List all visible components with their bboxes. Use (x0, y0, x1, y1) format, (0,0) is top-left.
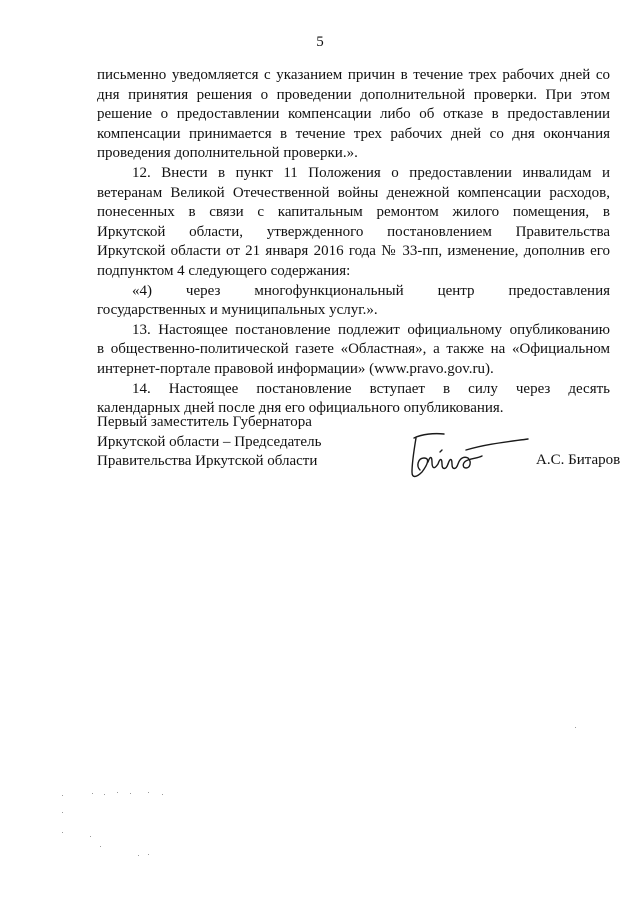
body-line: 13. Настоящее постановление подлежит официальному опубликованию (132, 321, 610, 338)
signatory-position (97, 413, 321, 472)
page-number: 5 (316, 34, 324, 50)
body-line: подпунктом 4 следующего содержания: (97, 262, 351, 279)
body-line: в общественно-политической газете «Областная», а также на «Официальном (97, 341, 610, 358)
body-line: дня принятия решения о проведении дополнительной проверки. При этом (97, 86, 610, 103)
body-line: Иркутской области от 21 января 2016 года № 33-пп, изменение, дополнив его (97, 243, 610, 260)
body-line: решение о предоставлении компенсации либо об отказе в предоставлении (97, 106, 610, 123)
body-line: понесенных в связи с капитальным ремонтом жилого помещения, в (97, 204, 610, 221)
body-line: 12. Внести в пункт 11 Положения о предоставлении инвалидам и (132, 164, 610, 181)
signatory-name: А.С. Битаров (536, 452, 621, 468)
body-line: Иркутской области, утвержденного постановлением Правительства (97, 223, 610, 240)
body-line: интернет-портале правовой информации» (www.pravo.gov.ru). (97, 360, 494, 377)
body-line: компенсации принимается в течение трех рабочих дней со дня окончания (97, 125, 610, 142)
document-body (97, 66, 610, 419)
signatory-position-line-3: Правительства Иркутской области (97, 453, 318, 470)
body-line: ветеранам Великой Отечественной войны денежной компенсации расходов, (97, 184, 610, 201)
signatory-position-line-2: Иркутской области – Председатель (97, 433, 322, 450)
body-line: письменно уведомляется с указанием причин в течение трех рабочих дней со (97, 67, 610, 83)
body-line: проведения дополнительной проверки.». (97, 145, 358, 162)
handwritten-signature (400, 428, 532, 488)
body-line: календарных дней после дня его официального опубликования. (97, 400, 504, 417)
signatory-position-line-1: Первый заместитель Губернатора (97, 414, 312, 430)
body-line: «4) через многофункциональный центр предоставления (132, 282, 610, 299)
body-line: 14. Настоящее постановление вступает в силу через десять (132, 380, 610, 397)
body-line: государственных и муниципальных услуг.». (97, 302, 378, 319)
